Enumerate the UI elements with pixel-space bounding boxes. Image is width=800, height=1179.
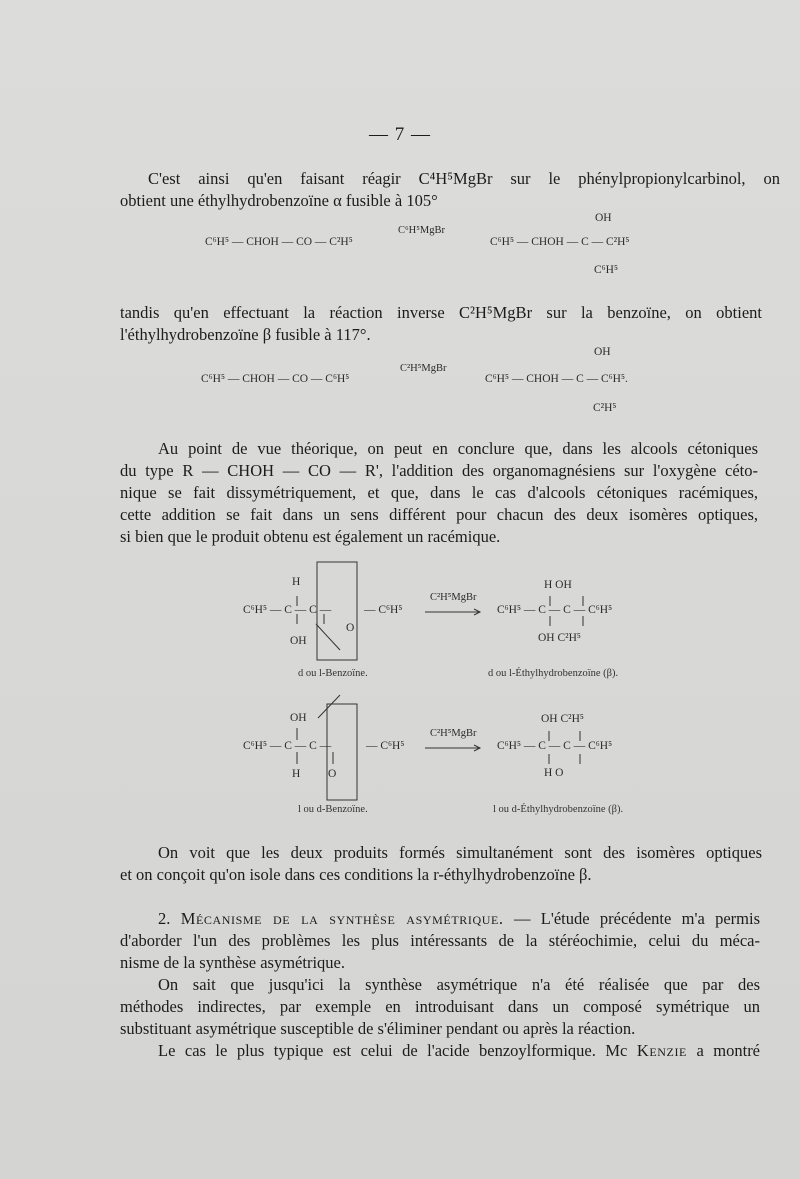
author-name: Kenzie [636,1041,687,1060]
diagram-2-product-top: OH C²H⁵ [541,713,584,725]
paragraph-3-line-1: Au point de vue théorique, on peut en conclure que, dans les alcools cétoniques [158,439,758,458]
paragraph-4 [120,864,760,886]
paragraph-7-line-1 [158,1040,760,1062]
paragraph-6 [120,996,760,1040]
paragraph-3-line-4: cette addition se fait dans un sens différent pour chacun des deux isomères optiques, [120,505,758,524]
paragraph-2-line-1: tandis qu'en effectuant la réaction inverse C²H⁵MgBr sur la benzoïne, on obtient [120,303,762,322]
diagram-1-diagonal [316,624,340,650]
section-title: Mécanisme de la synthèse asymétrique. [180,909,504,928]
reaction-2-product-top: OH [594,346,611,358]
paragraph-6-first [158,974,760,996]
reaction-1-reactant: C⁶H⁵ — CHOH — CO — C²H⁵ [205,236,353,248]
diagram-2-h: H [292,768,301,780]
paragraph-6-line-3: substituant asymétrique susceptible de s'éliminer pendant ou après la réaction. [120,1019,636,1038]
paragraph-3-line-3: nique se fait dissymétriquement, et que, dans le cas d'alcools cétoniques racémiques, [120,483,758,502]
page-number: — 7 — [369,124,431,145]
paragraph-7 [158,1040,760,1062]
reaction-1-product-bottom: C⁶H⁵ [594,264,618,276]
diagram-1-oh: OH [290,635,307,647]
diagram-1-left: C⁶H⁵ — C — C — [243,604,332,616]
diagram-2-reagent: C²H⁵MgBr [430,728,477,739]
diagram-1-right: — C⁶H⁵ [364,604,403,616]
paragraph-1-line-2: obtient une éthylhydrobenzoïne α fusible à 105° [120,191,438,210]
paragraph-4-line-1: On voit que les deux produits formés simultanément sont des isomères optiques [158,843,762,862]
paragraph-7-text-b: a montré [696,1041,761,1060]
diagram-2-left: C⁶H⁵ — C — C — [243,740,332,752]
reaction-1-reagent: C⁶H⁵MgBr [398,225,445,236]
diagram-2-caption-right: l ou d-Éthylhydrobenzoïne (β). [493,804,624,815]
diagram-1-caption-right: d ou l-Éthylhydrobenzoïne (β). [488,668,619,679]
paragraph-1-line-1: C'est ainsi qu'en faisant réagir C⁴H⁵MgBr sur le phénylpropionylcarbinol, on [148,169,780,188]
reaction-2-product-bottom: C²H⁵ [593,402,617,414]
section-number: 2. [158,909,171,928]
reaction-2-reagent: C²H⁵MgBr [400,363,447,374]
reaction-2-product: C⁶H⁵ — CHOH — C — C⁶H⁵. [485,373,628,385]
paragraph-6-line-1: On sait que jusqu'ici la synthèse asymétrique n'a été réalisée que par des [158,975,760,994]
diagram-2-product: C⁶H⁵ — C — C — C⁶H⁵ [497,740,613,752]
paragraph-3-line-5: si bien que le produit obtenu est également un racémique. [120,527,501,546]
section-2-line-1 [158,908,760,930]
paragraph-5 [120,930,760,974]
paragraph-4-first [158,842,762,864]
reaction-1-product: C⁶H⁵ — CHOH — C — C²H⁵ [490,236,630,248]
paragraph-6-line-2: méthodes indirectes, par exemple en introduisant dans un composé symétrique un [120,997,760,1016]
reaction-2-reactant: C⁶H⁵ — CHOH — CO — C⁶H⁵ [201,373,350,385]
diagram-1-o: O [346,622,355,634]
paragraph-5-line-2: d'aborder l'un des problèmes les plus intéressants de la stéréochimie, celui du méca- [120,931,760,950]
diagram-2-o: O [328,768,337,780]
reaction-1-product-top: OH [595,212,612,224]
diagram-1-product: C⁶H⁵ — C — C — C⁶H⁵ [497,604,613,616]
paragraph-2-line-2: l'éthylhydrobenzoïne β fusible à 117°. [120,325,371,344]
section-2-heading-line [158,908,760,930]
paragraph-4-line-2: et on conçoit qu'on isole dans ces conditions la r-éthylhydrobenzoïne β. [120,865,592,884]
paragraph-7-text-a: Le cas le plus typique est celui de l'acide benzoylformique. Mc [158,1041,628,1060]
paragraph-5-line-3: nisme de la synthèse asymétrique. [120,953,345,972]
diagram-1-h: H [292,576,301,588]
diagram-1-product-bottom: OH C²H⁵ [538,632,581,644]
diagram-1-reagent: C²H⁵MgBr [430,592,477,603]
section-2-line-1-rest: — L'étude précédente m'a permis [513,909,761,928]
diagram-2-box [327,704,357,800]
diagram-2-diagonal [318,695,340,718]
diagram-1-caption-left: d ou l-Benzoïne. [298,668,368,679]
diagram-2-caption-left: l ou d-Benzoïne. [298,804,368,815]
diagram-1-product-top: H OH [544,579,572,591]
diagram-2-oh: OH [290,712,307,724]
paragraph-3-line-2: du type R — CHOH — CO — R', l'addition des organomagnésiens sur l'oxygène céto- [120,461,758,480]
diagram-2-right: — C⁶H⁵ [366,740,405,752]
diagram-2-product-bottom: H O [544,767,564,779]
